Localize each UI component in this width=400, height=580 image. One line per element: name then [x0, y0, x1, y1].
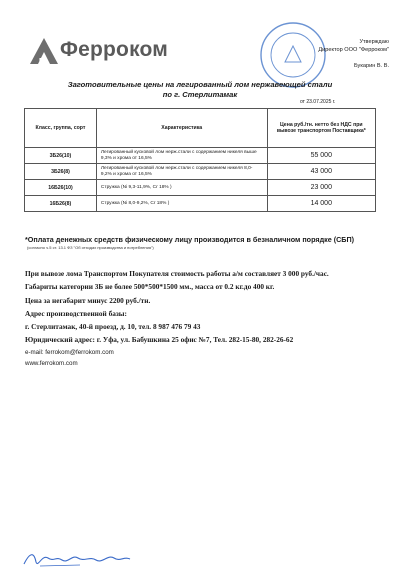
table-row — [25, 148, 376, 164]
document-title: Заготовительные цены на легированный лом нержавеющей стали — [67, 80, 333, 89]
payment-note-small: (согласно ч.5 ст. 13.1 ФЗ "Об отходах производства и потребления") — [27, 245, 154, 250]
cell-class: 3Б26(10) — [25, 148, 97, 164]
document-subtitle: по г. Стерлитамак — [162, 90, 238, 99]
table-row — [25, 196, 376, 212]
transport-info: При вывозе лома Транспортом Покупателя стоимость работы а/м составляет 3 000 руб./час. — [25, 269, 329, 278]
cell-class: 16Б26(10) — [25, 180, 97, 196]
table-row — [25, 164, 376, 180]
website-link[interactable]: www.ferrokom.com — [25, 360, 78, 367]
column-header-price: Цена руб./тн. нетто без НДС при вывозе транспортом Поставщика* — [267, 109, 375, 148]
price-table — [24, 108, 376, 212]
cell-description: Легированный кусковой лом нерж.стали с содержанием никеля 8,0-9,2% и хрома от 16,5% — [96, 164, 267, 180]
cell-price: 55 000 — [267, 148, 375, 164]
cell-price: 14 000 — [267, 196, 375, 212]
logo-badge: Fe — [39, 58, 48, 65]
oversize-info: Цена за негабарит минус 2200 руб./тн. — [25, 296, 151, 305]
cell-class: 16Б26(8) — [25, 196, 97, 212]
base-address: г. Стерлитамак, 40-й проезд, д. 10, тел. 8 987 476 79 43 — [25, 322, 201, 331]
table-header-row — [25, 109, 376, 148]
column-header-class: Класс, группа, сорт — [25, 109, 97, 148]
cell-price: 43 000 — [267, 164, 375, 180]
cell-description: Стружка (Ni 8,0-9,2%, Cr 18% ) — [96, 196, 267, 212]
handwritten-signature — [20, 548, 140, 570]
email-link[interactable]: e-mail: ferrokom@ferrokom.com — [25, 349, 114, 356]
approval-line-2: Директор ООО "Ферроком" — [318, 47, 389, 53]
base-title: Адрес производственной базы: — [25, 309, 127, 318]
column-header-description: Характеристика — [96, 109, 267, 148]
dimensions-info: Габариты категории 3Б не более 500*500*1500 мм., масса от 0.2 кг.до 400 кг. — [25, 282, 275, 291]
cell-description: Стружка (Ni 9,3-11,9%, Cr 18% ) — [96, 180, 267, 196]
approval-line-3: Букарин В. В. — [353, 63, 389, 69]
payment-note: *Оплата денежных средств физическому лицу производится в безналичном порядке (СБП) — [25, 235, 355, 244]
table-row — [25, 180, 376, 196]
cell-description: Легированный кусковой лом нерж.стали с содержанием никеля выше 9,3% и хрома от 16,5% — [96, 148, 267, 164]
cell-price: 23 000 — [267, 180, 375, 196]
document-date: от 23.07.2025 г. — [300, 99, 336, 105]
approval-line-1: Утверждаю — [359, 39, 389, 45]
cell-class: 3Б26(8) — [25, 164, 97, 180]
logo-text: Ферроком — [60, 38, 169, 61]
approval-block — [244, 38, 389, 70]
legal-address: Юридический адрес: г. Уфа, ул. Бабушкина 25 офис №7, Тел. 282-15-80, 282-26-62 — [25, 335, 294, 344]
